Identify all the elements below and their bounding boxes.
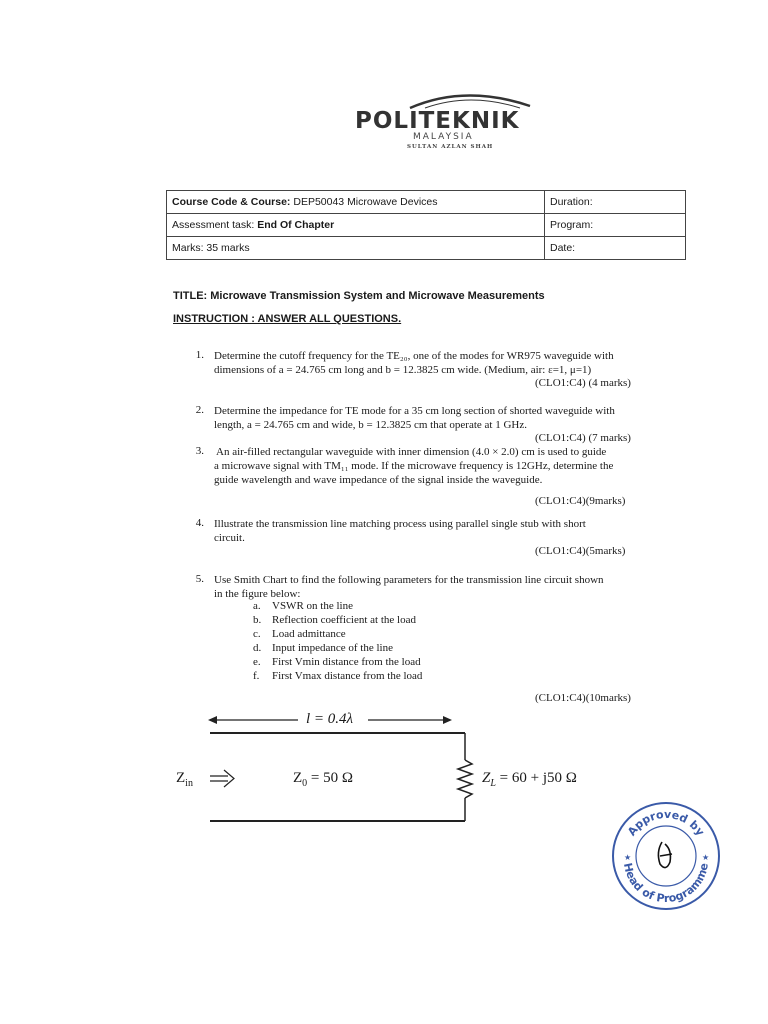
table-row — [167, 191, 686, 214]
zin-subscript: in — [185, 778, 193, 789]
table-row — [167, 237, 686, 260]
question-number: 2. — [195, 404, 204, 416]
question-1-marks: (CLO1:C4) (4 marks) — [535, 377, 631, 389]
course-info-table — [166, 190, 686, 260]
question-3-line-2: a microwave signal with TM₁₁ mode. If the microwave frequency is 12GHz, determine the — [214, 460, 614, 472]
course-label: Course Code & Course: — [172, 196, 291, 208]
question-5-line-2: in the figure below: — [214, 588, 301, 600]
approval-stamp — [610, 800, 722, 912]
z0-subscript: 0 — [302, 778, 308, 789]
zl-value: = 60 + j50 Ω — [499, 770, 577, 786]
question-5-line-1: Use Smith Chart to find the following parameters for the transmission line circuit shown — [214, 574, 604, 586]
subitem-text: First Vmax distance from the load — [272, 670, 423, 682]
arrow-head-right-icon — [443, 716, 452, 724]
question-number: 5. — [195, 573, 204, 585]
question-5-marks: (CLO1:C4)(10marks) — [535, 692, 631, 704]
subitem-letter: e. — [253, 656, 261, 668]
question-2-marks: (CLO1:C4) (7 marks) — [535, 432, 631, 444]
course-value: DEP50043 Microwave Devices — [293, 196, 438, 208]
logo-campus: SULTAN AZLAN SHAH — [407, 144, 494, 150]
question-number: 4. — [195, 517, 204, 529]
date-cell — [545, 237, 686, 260]
svg-text:★: ★ — [702, 853, 710, 862]
institution-logo — [355, 88, 540, 158]
question-3-marks: (CLO1:C4)(9marks) — [535, 495, 626, 507]
question-2-line-2: length, a = 24.765 cm and wide, b = 12.3825 cm that operate at 1 GHz. — [214, 419, 527, 431]
zl-label — [482, 770, 577, 789]
logo-country: MALAYSIA — [413, 132, 474, 142]
stamp-seal-icon — [610, 800, 722, 912]
date-label: Date: — [550, 242, 576, 254]
zin-label — [176, 770, 193, 789]
subitem-letter: b. — [253, 614, 262, 626]
page-title: TITLE: Microwave Transmission System and Microwave Measurements — [173, 290, 545, 302]
marks-value: 35 marks — [206, 242, 250, 254]
task-value: End Of Chapter — [257, 219, 335, 231]
question-1-line-2: dimensions of a = 24.765 cm long and b = 12.3825 cm wide. (Medium, air: ε=1, μ=1) — [214, 364, 592, 376]
zl-symbol: Z — [482, 770, 491, 786]
question-3-line-3: guide wavelength and wave impedance of the signal inside the waveguide. — [214, 474, 543, 486]
subitem-letter: d. — [253, 642, 262, 654]
subitem-text: Input impedance of the line — [272, 642, 393, 654]
subitem-text: VSWR on the line — [272, 600, 353, 612]
question-4-line-2: circuit. — [214, 532, 245, 544]
z0-symbol: Z — [293, 770, 303, 786]
svg-text:Head of Programme: Head of Programme — [620, 861, 711, 906]
subitem-text: Load admittance — [272, 628, 346, 640]
duration-label: Duration: — [550, 196, 593, 208]
question-4-marks: (CLO1:C4)(5marks) — [535, 545, 626, 557]
svg-text:★: ★ — [624, 853, 632, 862]
length-label: l = 0.4λ — [303, 711, 356, 728]
question-3-line-1: An air-filled rectangular waveguide with inner dimension (4.0 × 2.0) cm is used to guide — [216, 446, 607, 458]
course-cell — [167, 191, 545, 214]
task-cell — [167, 214, 545, 237]
subitem-letter: c. — [253, 628, 261, 640]
load-resistor-icon — [458, 760, 472, 798]
input-arrow-icon — [224, 770, 234, 787]
logo-wordmark: POLITEKNIK — [355, 108, 520, 134]
question-2-line-1: Determine the impedance for TE mode for a 35 cm long section of shorted waveguide with — [214, 405, 615, 417]
zl-subscript: L — [490, 778, 496, 789]
marks-cell — [167, 237, 545, 260]
question-1-line-1: Determine the cutoff frequency for the TE₂₀, one of the modes for WR975 waveguide with — [214, 350, 614, 362]
duration-cell — [545, 191, 686, 214]
question-number: 3. — [195, 445, 204, 457]
marks-label: Marks: — [172, 242, 204, 254]
task-label: Assessment task: — [172, 219, 255, 231]
subitem-letter: a. — [253, 600, 261, 612]
subitem-text: Reflection coefficient at the load — [272, 614, 416, 626]
subitem-text: First Vmin distance from the load — [272, 656, 421, 668]
subitem-letter: f. — [253, 670, 260, 682]
z0-value: = 50 Ω — [310, 770, 354, 786]
instruction: INSTRUCTION : ANSWER ALL QUESTIONS. — [173, 313, 402, 325]
question-number: 1. — [195, 349, 204, 361]
z0-label — [293, 770, 353, 789]
question-4-line-1: Illustrate the transmission line matching process using parallel single stub with short — [214, 518, 586, 530]
table-row — [167, 214, 686, 237]
arrow-head-left-icon — [208, 716, 217, 724]
program-cell — [545, 214, 686, 237]
svg-text:Approved by: Approved by — [625, 807, 707, 839]
zin-symbol: Z — [176, 770, 186, 786]
program-label: Program: — [550, 219, 594, 231]
logo-swoosh-icon — [405, 88, 535, 110]
